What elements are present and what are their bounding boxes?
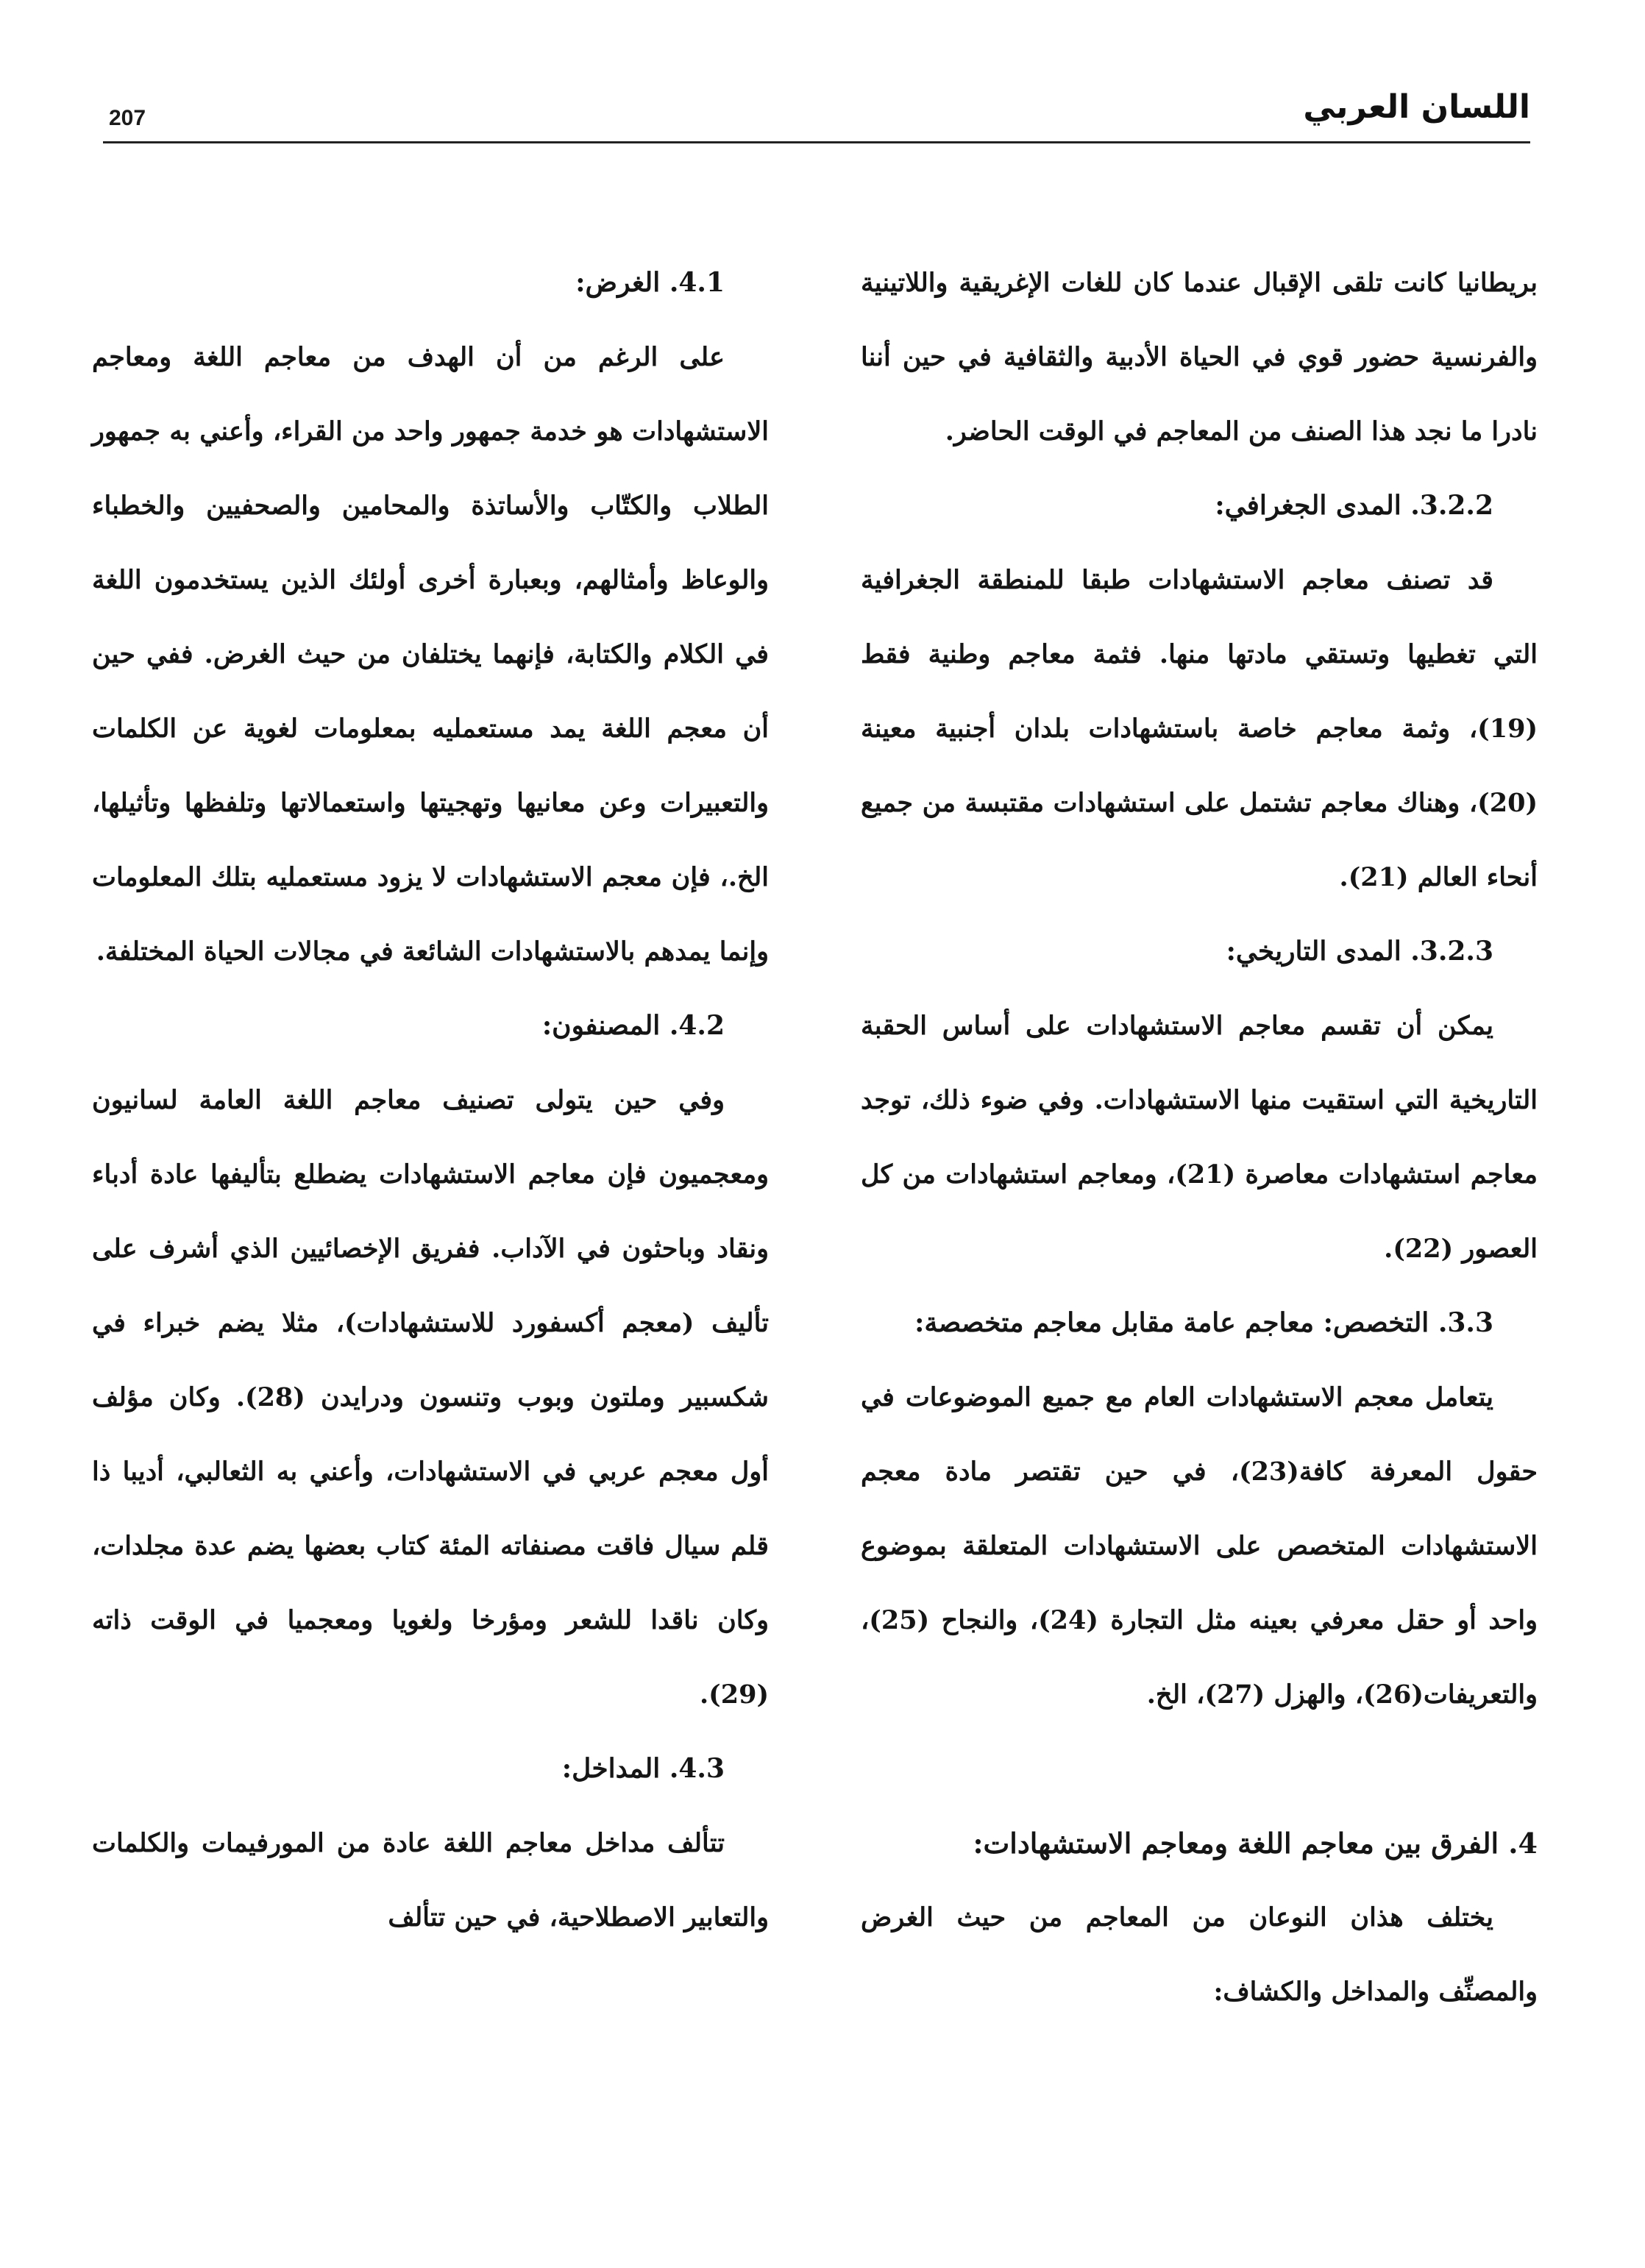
header-rule bbox=[103, 141, 1530, 143]
paragraph-right-3: يمكن أن تقسم معاجم الاستشهادات على أساس الحقبة التاريخية التي استقيت منها الاستشهادات. وفي ضوء ذلك، توجد معاجم استشهادات معاصرة (21)، ومعاجم استشهادات من كل العصور (22). bbox=[861, 1011, 1538, 1264]
heading-3-3: 3.3. التخصص: معاجم عامة مقابل معاجم متخصصة: bbox=[914, 1307, 1493, 1338]
paragraph-right-4: يتعامل معجم الاستشهادات العام مع جميع الموضوعات في حقول المعرفة كافة(23)، في حين تقتصر مادة معجم الاستشهادات المتخصص على الاستشهادات المتعلقة بموضوع واحد أو حقل معرفي بعينه مثل التجارة (24)، والنجاح (25)، والتعريفات(26)، والهزل (27)، الخ. bbox=[861, 1382, 1538, 1710]
heading-4: 4. الفرق بين معاجم اللغة ومعاجم الاستشهادات: bbox=[973, 1827, 1538, 1860]
paragraph-left-2: وفي حين يتولى تصنيف معاجم اللغة العامة لسانيون ومعجميون فإن معاجم الاستشهادات يضطلع بتأليفها عادة أدباء ونقاد وباحثون في الآداب. ففريق الإخصائيين الذي أشرف على تأليف (معجم أكسفورد للاستشهادات)، مثلا يضم خبراء في شكسبير وملتون وبوب وتنسون ودرايدن (28). وكان مؤلف أول معجم عربي في الاستشهادات، وأعني به الثعالبي، أديبا ذا قلم سيال فاقت مصنفاته المئة كتاب بعضها يضم عدة مجلدات، وكان ناقدا للشعر ومؤرخا ولغويا ومعجميا في الوقت ذاته (29). bbox=[92, 1085, 769, 1710]
page-header bbox=[103, 88, 1530, 147]
right-column bbox=[861, 246, 1538, 2029]
heading-3-2-3: 3.2.3. المدى التاريخي: bbox=[1226, 936, 1493, 967]
heading-4-1: 4.1. الغرض: bbox=[575, 267, 725, 298]
heading-4-2: 4.2. المصنفون: bbox=[541, 1010, 725, 1041]
heading-4-3: 4.3. المداخل: bbox=[561, 1753, 725, 1784]
paragraph-left-3: تتألف مداخل معاجم اللغة عادة من المورفيمات والكلمات والتعابير الاصطلاحية، في حين تتألف bbox=[92, 1828, 769, 1933]
heading-3-2-2: 3.2.2. المدى الجغرافي: bbox=[1215, 490, 1493, 521]
journal-title: اللسان العربي bbox=[1303, 88, 1530, 126]
page-number: 207 bbox=[109, 106, 146, 130]
left-column bbox=[92, 246, 769, 1955]
paragraph-left-1: على الرغم من أن الهدف من معاجم اللغة ومعاجم الاستشهادات هو خدمة جمهور واحد من القراء، وأعني به جمهور الطلاب والكتّاب والأساتذة والمحامين والصحفيين والخطباء والوعاظ وأمثالهم، وبعبارة أخرى أولئك الذين يستخدمون اللغة في الكلام والكتابة، فإنهما يختلفان من حيث الغرض. ففي حين أن معجم اللغة يمد مستعمليه بمعلومات لغوية عن الكلمات والتعبيرات وعن معانيها وتهجيتها واستعمالاتها وتلفظها وتأثيلها، الخ.، فإن معجم الاستشهادات لا يزود مستعمليه بتلك المعلومات وإنما يمدهم بالاستشهادات الشائعة في مجالات الحياة المختلفة. bbox=[92, 342, 769, 967]
paragraph-right-5: يختلف هذان النوعان من المعاجم من حيث الغرض والمصنِّف والمداخل والكشاف: bbox=[861, 1902, 1538, 2007]
paragraph-right-2: قد تصنف معاجم الاستشهادات طبقا للمنطقة الجغرافية التي تغطيها وتستقي مادتها منها. فثمة معاجم وطنية فقط (19)، وثمة معاجم خاصة باستشهادات بلدان أجنبية معينة (20)، وهناك معاجم تشتمل على استشهادات مقتبسة من جميع أنحاء العالم (21). bbox=[861, 565, 1538, 892]
section-spacer bbox=[861, 1732, 1538, 1806]
paragraph-right-1: بريطانيا كانت تلقى الإقبال عندما كان للغات الإغريقية واللاتينية والفرنسية حضور قوي في الحياة الأدبية والثقافية في حين أننا نادرا ما نجد هذا الصنف من المعاجم في الوقت الحاضر. bbox=[861, 268, 1538, 447]
